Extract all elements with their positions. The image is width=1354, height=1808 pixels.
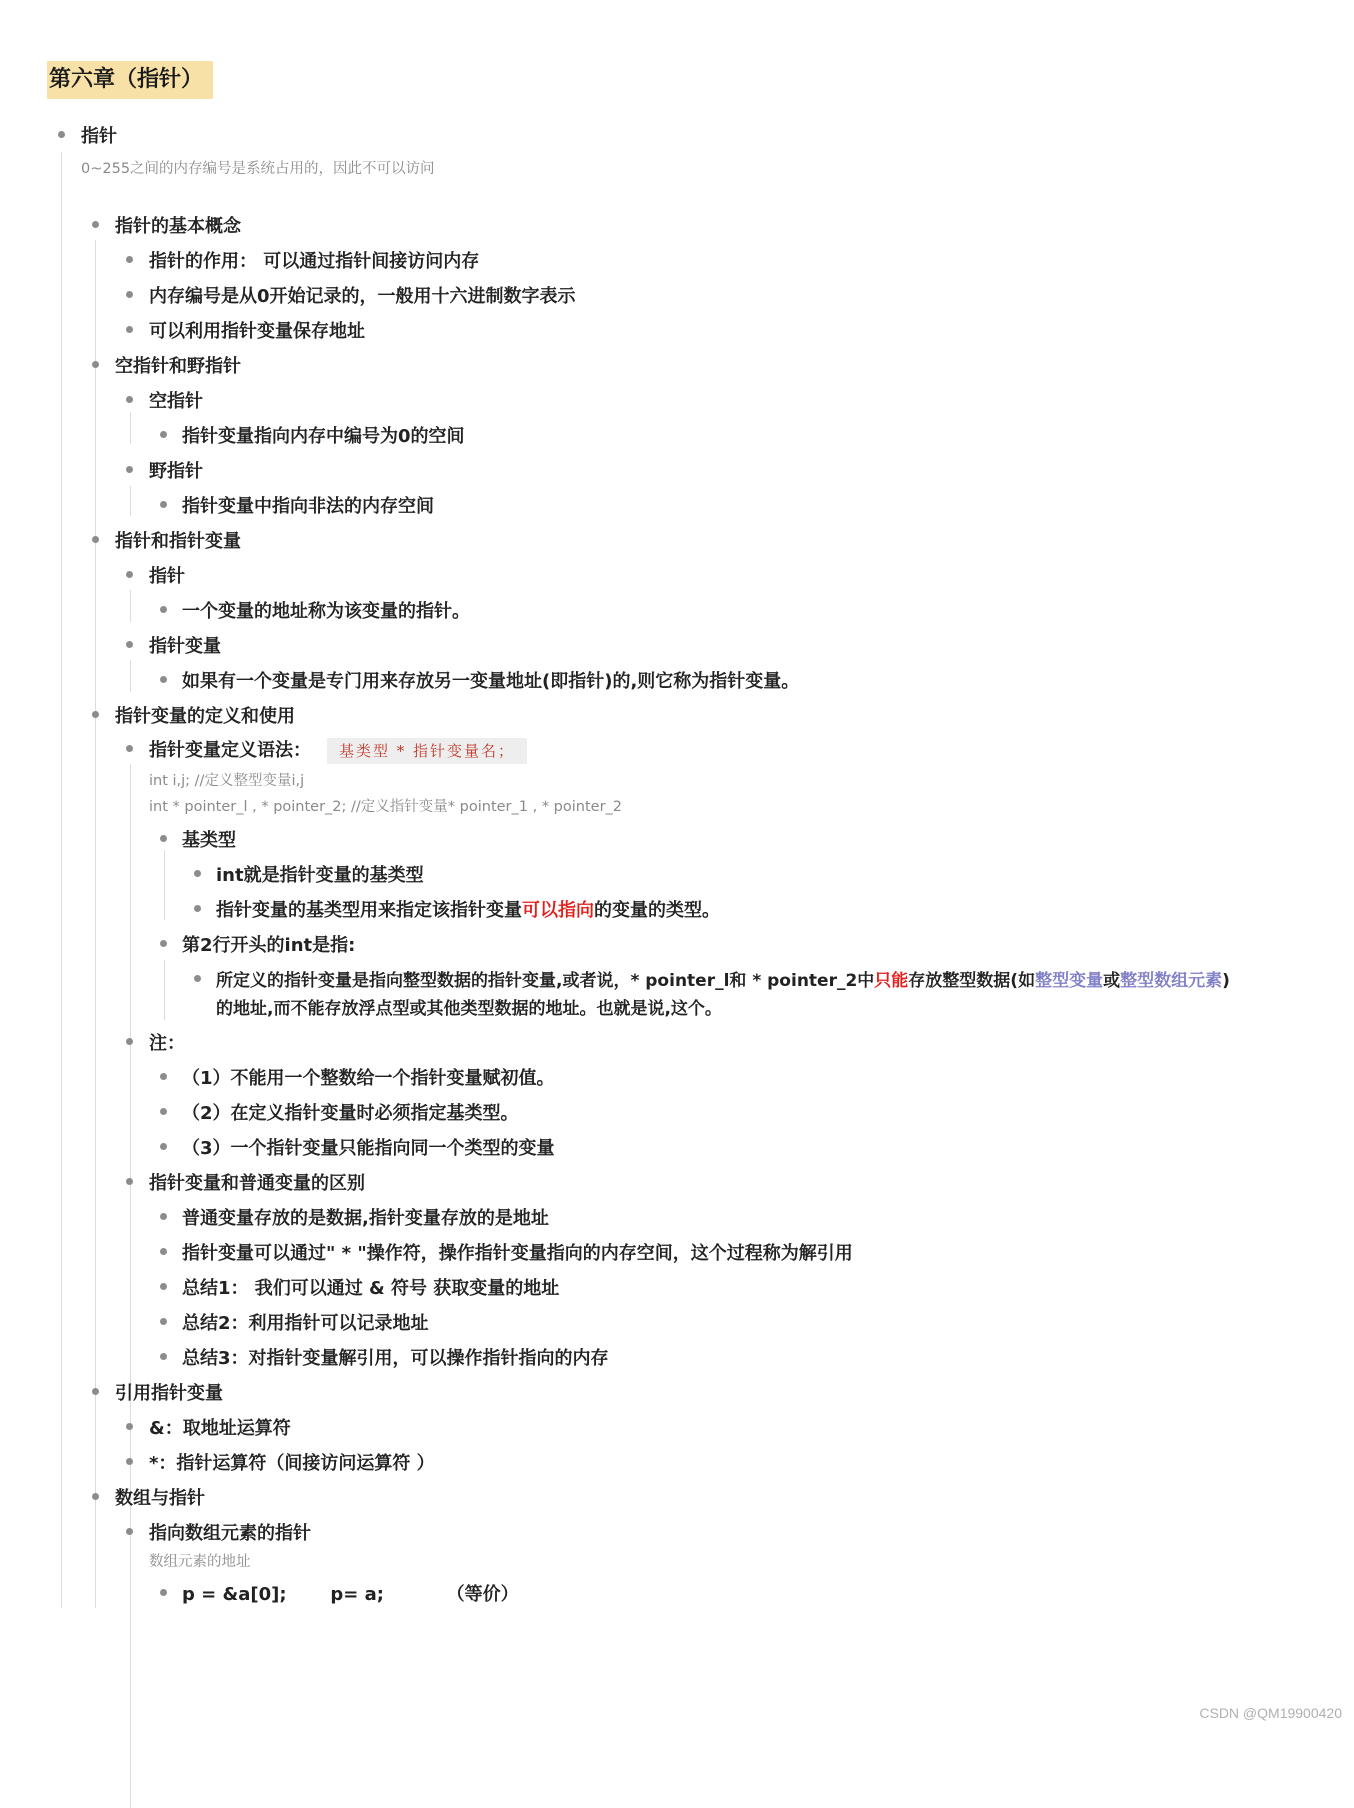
code-line: int * pointer_l , * pointer_2; //定义指针变量* pointer_1 , * pointer_2 <box>149 799 623 815</box>
highlight-red: 可以指向 <box>522 900 594 921</box>
text-run: 或 <box>1103 971 1121 991</box>
tree-guide-l3-ptr <box>130 590 131 622</box>
node-label: 数组与指针 <box>115 1488 205 1509</box>
text-run: 指针变量的基类型用来指定该指针变量 <box>216 900 522 921</box>
node-label: 空指针和野指针 <box>115 356 241 377</box>
bullet <box>160 501 167 508</box>
tree-guide-l4-line2 <box>164 960 165 1020</box>
item-text: 普通变量存放的是数据,指针变量存放的是地址 <box>182 1208 549 1229</box>
highlight-blue: 整型变量 <box>1035 971 1104 991</box>
text-run: 的变量的类型。 <box>594 900 720 921</box>
item-text: 可以利用指针变量保存地址 <box>149 321 365 342</box>
node-label: 指针变量 <box>149 636 221 657</box>
item-text: 总结3：对指针变量解引用，可以操作指针指向的内存 <box>182 1348 609 1369</box>
syntax-code: 基类型 * 指针变量名； <box>327 738 527 764</box>
item-text: 一个变量的地址称为该变量的指针。 <box>182 601 470 622</box>
bullet <box>126 256 133 263</box>
bullet <box>126 1038 133 1045</box>
item-text <box>216 896 720 922</box>
bullet <box>160 1589 167 1596</box>
tree-guide-l4-basetype <box>164 850 165 920</box>
item-text: （1）不能用一个整数给一个指针变量赋初值。 <box>182 1068 555 1089</box>
node-label: 指针变量的定义和使用 <box>115 706 295 727</box>
tree-guide-l3-define <box>130 764 131 1808</box>
bullet <box>160 1318 167 1325</box>
tree-guide-l1 <box>61 152 62 1608</box>
bullet <box>126 1458 133 1465</box>
item-text: （2）在定义指针变量时必须指定基类型。 <box>182 1103 519 1124</box>
syntax-label: 指针变量定义语法： <box>149 740 311 761</box>
bullet <box>126 571 133 578</box>
code-line: int i,j; //定义整型变量i,j <box>149 773 305 789</box>
bullet <box>92 1388 99 1395</box>
bullet <box>160 1143 167 1150</box>
bullet <box>126 396 133 403</box>
bullet <box>160 1073 167 1080</box>
bullet <box>92 221 99 228</box>
bullet <box>126 291 133 298</box>
node-label: 基类型 <box>182 830 236 851</box>
highlight-red: 只能 <box>874 971 909 991</box>
node-label: 指向数组元素的指针 <box>149 1523 311 1544</box>
highlight-blue: 整型数组元素 <box>1120 971 1223 991</box>
item-text: 内存编号是从0开始记录的，一般用十六进制数字表示 <box>149 286 576 307</box>
item-text: （3）一个指针变量只能指向同一个类型的变量 <box>182 1138 555 1159</box>
node-label: 指针 <box>81 126 117 147</box>
bullet <box>160 606 167 613</box>
text-run: 存放整型数据(如 <box>908 971 1036 991</box>
item-text: 的地址,而不能存放浮点型或其他类型数据的地址。也就是说,这个。 <box>216 999 722 1019</box>
bullet <box>126 641 133 648</box>
node-label: 第2行开头的int是指: <box>182 935 356 956</box>
node-note: 0~255之间的内存编号是系统占用的，因此不可以访问 <box>81 161 435 177</box>
tree-guide-l3-null <box>130 412 131 444</box>
bullet <box>160 940 167 947</box>
node-label: 引用指针变量 <box>115 1383 223 1404</box>
node-label: 指针变量和普通变量的区别 <box>149 1173 365 1194</box>
bullet <box>126 1178 133 1185</box>
item-text: *：指针运算符（间接访问运算符 ） <box>149 1453 435 1474</box>
bullet <box>160 1353 167 1360</box>
bullet <box>160 1213 167 1220</box>
tree-guide-l3-var <box>130 660 131 692</box>
bullet <box>160 676 167 683</box>
bullet <box>160 431 167 438</box>
chapter-title: 第六章（指针） <box>47 61 213 99</box>
bullet <box>92 536 99 543</box>
bullet <box>126 466 133 473</box>
text-run: ) <box>1222 971 1230 991</box>
bullet <box>126 1528 133 1535</box>
item-text: 指针变量中指向非法的内存空间 <box>182 496 434 517</box>
item-text: 指针的作用： 可以通过指针间接访问内存 <box>149 251 480 272</box>
bullet <box>160 1248 167 1255</box>
node-label: 指针的基本概念 <box>115 216 241 237</box>
tree-guide-l3-wild <box>130 486 131 516</box>
item-text: p = &a[0]; p= a; （等价） <box>182 1584 519 1605</box>
bullet <box>160 1108 167 1115</box>
bullet <box>194 870 201 877</box>
bullet <box>58 131 65 138</box>
item-text: 指针变量指向内存中编号为0的空间 <box>182 426 465 447</box>
item-text: &：取地址运算符 <box>149 1418 291 1439</box>
node-label: 指针 <box>149 566 185 587</box>
text-run: 所定义的指针变量是指向整型数据的指针变量,或者说，* pointer_l和 * pointer_2中 <box>216 971 875 991</box>
item-text: 总结2：利用指针可以记录地址 <box>182 1313 429 1334</box>
bullet <box>194 905 201 912</box>
node-label: 空指针 <box>149 391 203 412</box>
watermark: CSDN @QM19900420 <box>1199 1705 1342 1721</box>
tree-guide-l2 <box>95 240 96 1608</box>
item-text: 总结1： 我们可以通过 & 符号 获取变量的地址 <box>182 1278 560 1299</box>
bullet <box>126 745 133 752</box>
tree-guide-l3-array <box>130 1542 131 1608</box>
bullet <box>126 326 133 333</box>
syntax-row <box>149 736 527 764</box>
bullet <box>92 1493 99 1500</box>
item-text: 如果有一个变量是专门用来存放另一变量地址(即指针)的,则它称为指针变量。 <box>182 671 800 692</box>
bullet <box>160 835 167 842</box>
bullet <box>92 711 99 718</box>
node-label: 指针和指针变量 <box>115 531 241 552</box>
bullet <box>194 975 201 982</box>
bullet <box>160 1283 167 1290</box>
item-text <box>216 966 1230 991</box>
node-note: 数组元素的地址 <box>149 1554 251 1570</box>
node-label: 注： <box>149 1033 185 1054</box>
bullet <box>126 1423 133 1430</box>
item-text: 指针变量可以通过" * "操作符，操作指针变量指向的内存空间，这个过程称为解引用 <box>182 1243 853 1264</box>
item-text: int就是指针变量的基类型 <box>216 865 424 886</box>
node-label: 野指针 <box>149 461 203 482</box>
bullet <box>92 361 99 368</box>
